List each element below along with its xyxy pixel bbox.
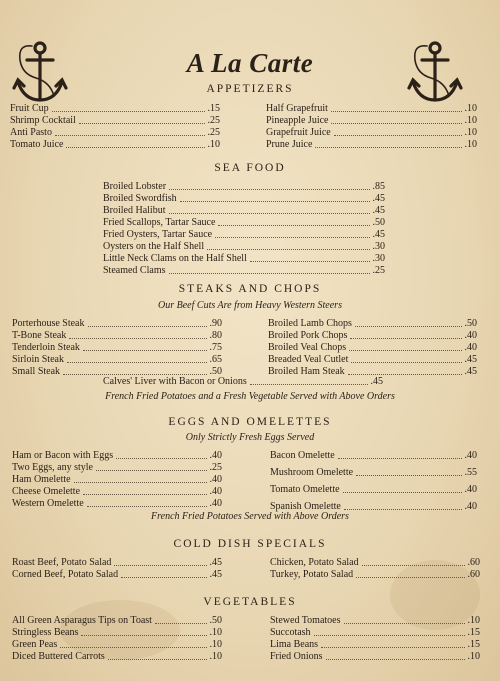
menu-item: Broiled Pork Chops .40: [268, 330, 477, 341]
menu-item: Broiled Lobster .85: [103, 181, 385, 192]
vegetables-right-column: [270, 615, 480, 663]
steaks-left-column: [12, 318, 222, 378]
menu-item: Tenderloin Steak .75: [12, 342, 222, 353]
section-heading-eggs: EGGS AND OMELETTES: [168, 416, 332, 428]
steaks-center-item: [103, 376, 383, 388]
menu-item: Broiled Veal Chops .40: [268, 342, 477, 353]
menu-title: A La Carte: [186, 48, 314, 78]
menu-item: Broiled Swordfish .45: [103, 193, 385, 204]
menu-item: Green Peas .10: [12, 639, 222, 650]
seafood-list: [103, 181, 385, 277]
menu-item: Calves' Liver with Bacon or Onions .45: [103, 376, 383, 387]
menu-item: Anti Pasto .25: [10, 127, 220, 138]
menu-item: Ham or Bacon with Eggs .40: [12, 450, 222, 461]
anchor-icon: [405, 38, 465, 108]
menu-item: Little Neck Clams on the Half Shell .30: [103, 253, 385, 264]
menu-item: Spanish Omelette .40: [270, 501, 477, 512]
menu-item: Steamed Clams .25: [103, 265, 385, 276]
menu-item: Half Grapefruit .10: [266, 103, 477, 114]
menu-item: Porterhouse Steak .90: [12, 318, 222, 329]
section-heading-seafood: SEA FOOD: [214, 162, 286, 174]
menu-item: Prune Juice .10: [266, 139, 477, 150]
menu-item: Lima Beans .15: [270, 639, 480, 650]
menu-item: T-Bone Steak .80: [12, 330, 222, 341]
menu-item: Tomato Omelette .40: [270, 484, 477, 495]
menu-item: Roast Beef, Potato Salad .45: [12, 557, 222, 568]
menu-item: Small Steak .50: [12, 366, 222, 377]
cold-right-column: [270, 557, 480, 581]
menu-item: Cheese Omelette .40: [12, 486, 222, 497]
appetizers-right-column: [266, 103, 477, 151]
menu-item: Shrimp Cocktail .25: [10, 115, 220, 126]
menu-item: Broiled Lamb Chops .50: [268, 318, 477, 329]
menu-item: Fried Scallops, Tartar Sauce .50: [103, 217, 385, 228]
menu-item: Broiled Ham Steak .45: [268, 366, 477, 377]
section-heading-steaks: STEAKS AND CHOPS: [178, 283, 322, 295]
steaks-footnote: French Fried Potatoes and a Fresh Vegetable Served with Above Orders: [105, 391, 395, 402]
section-heading-vegetables: VEGETABLES: [203, 596, 297, 608]
menu-item: Mushroom Omelette .55: [270, 467, 477, 478]
vegetables-left-column: [12, 615, 222, 663]
menu-item: Grapefruit Juice .10: [266, 127, 477, 138]
menu-item: Pineapple Juice .10: [266, 115, 477, 126]
menu-item: Tomato Juice .10: [10, 139, 220, 150]
menu-item: All Green Asparagus Tips on Toast .50: [12, 615, 222, 626]
eggs-left-column: [12, 450, 222, 510]
menu-item: Fruit Cup .15: [10, 103, 220, 114]
menu-item: Stringless Beans .10: [12, 627, 222, 638]
menu-item: Broiled Halibut .45: [103, 205, 385, 216]
menu-item: Diced Buttered Carrots .10: [12, 651, 222, 662]
menu-item: Stewed Tomatoes .10: [270, 615, 480, 626]
menu-item: Oysters on the Half Shell .30: [103, 241, 385, 252]
menu-item: Two Eggs, any style .25: [12, 462, 222, 473]
section-heading-cold-dishes: COLD DISH SPECIALS: [173, 538, 327, 550]
menu-item: Chicken, Potato Salad .60: [270, 557, 480, 568]
menu-item: Sirloin Steak .65: [12, 354, 222, 365]
cold-left-column: [12, 557, 222, 581]
eggs-right-column: [270, 450, 477, 513]
menu-item: Ham Omelette .40: [12, 474, 222, 485]
appetizers-left-column: [10, 103, 220, 151]
menu-item: Fried Onions .10: [270, 651, 480, 662]
eggs-footnote: French Fried Potatoes Served with Above Orders: [151, 511, 349, 522]
steaks-right-column: [268, 318, 477, 378]
menu-item: Fried Oysters, Tartar Sauce .45: [103, 229, 385, 240]
menu-item: Western Omelette .40: [12, 498, 222, 509]
section-subheading-steaks: Our Beef Cuts Are from Heavy Western Steers: [158, 300, 342, 311]
menu-item: Turkey, Potato Salad .60: [270, 569, 480, 580]
section-subheading-eggs: Only Strictly Fresh Eggs Served: [185, 432, 315, 443]
menu-item: Bacon Omelette .40: [270, 450, 477, 461]
section-heading-appetizers: APPETIZERS: [206, 83, 294, 95]
menu-item: Succotash .15: [270, 627, 480, 638]
menu-item: Breaded Veal Cutlet .45: [268, 354, 477, 365]
menu-item: Corned Beef, Potato Salad .45: [12, 569, 222, 580]
